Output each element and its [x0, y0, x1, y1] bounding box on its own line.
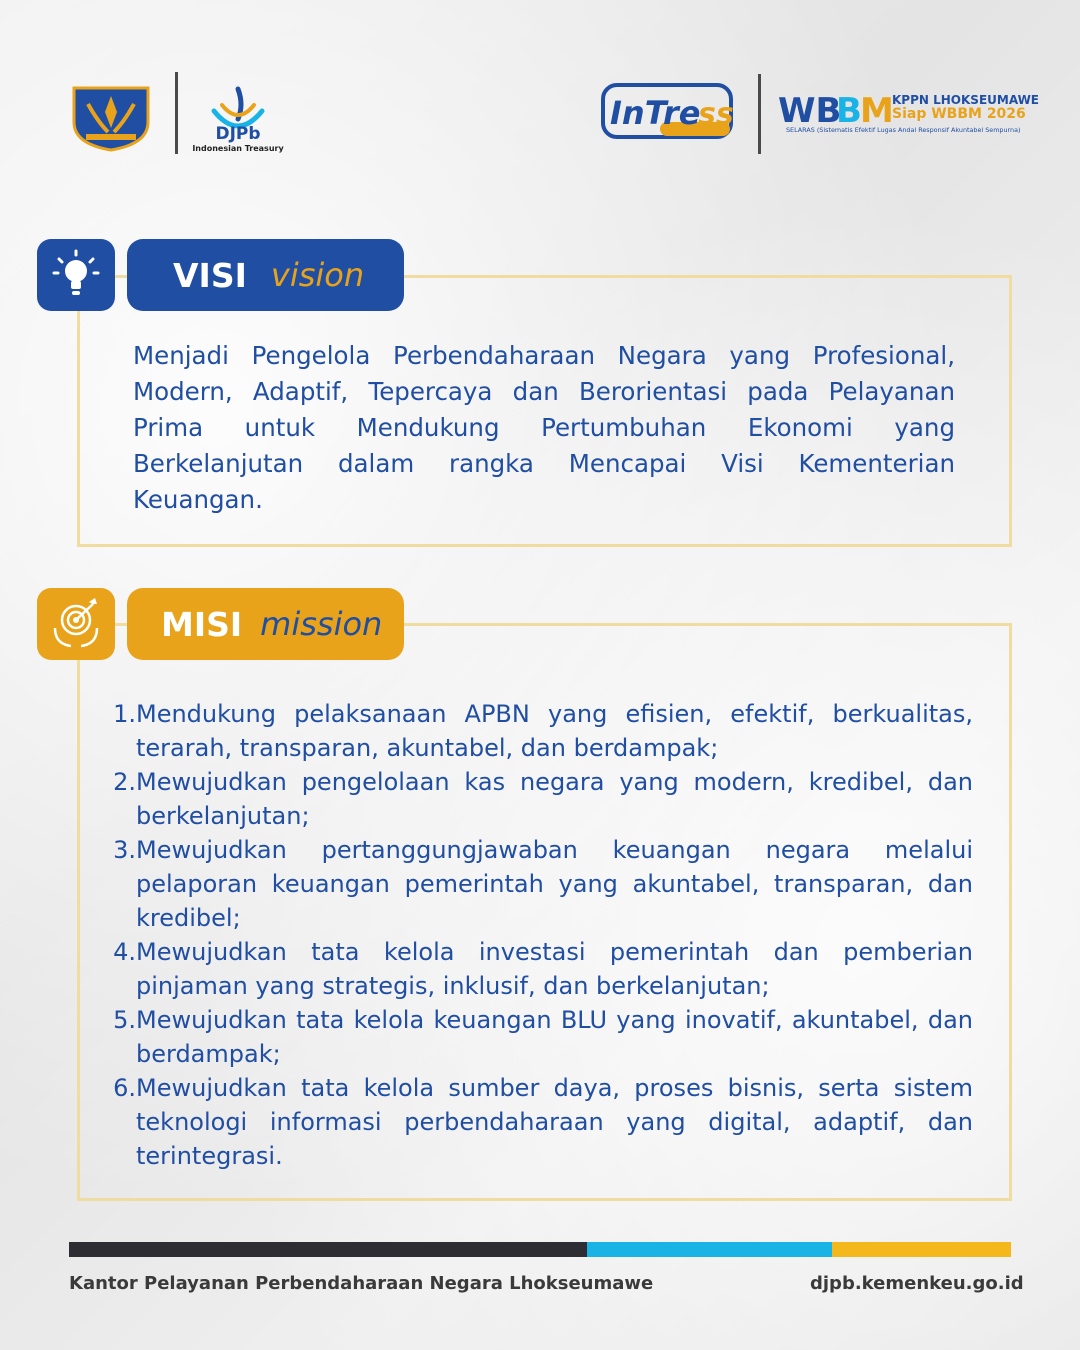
visi-icon-box	[37, 239, 115, 311]
lightbulb-icon	[37, 239, 115, 311]
footer-bar-dark	[69, 1242, 587, 1257]
misi-list	[108, 697, 973, 1173]
misi-item-number: 4.	[113, 938, 136, 966]
svg-text:B: B	[836, 91, 862, 131]
misi-item-number: 3.	[113, 836, 136, 864]
misi-item	[108, 833, 973, 935]
misi-item-text: Mendukung pelaksanaan APBN yang efisien, efektif, berkualitas, terarah, transparan, akuntabel, dan berdampak;	[136, 700, 973, 762]
footer-website: djpb.kemenkeu.go.id	[810, 1273, 1024, 1294]
misi-item	[108, 1071, 973, 1173]
svg-text:M: M	[860, 91, 894, 131]
misi-item-number: 5.	[113, 1006, 136, 1034]
misi-item	[108, 765, 973, 833]
svg-text:ss: ss	[698, 97, 734, 132]
svg-text:InTre: InTre	[610, 94, 701, 132]
wbbm-office: KPPN LHOKSEUMAWE	[892, 93, 1040, 107]
intress-logo	[600, 82, 734, 140]
header-divider-left	[175, 72, 178, 154]
misi-subtitle: mission	[260, 605, 383, 643]
kemenkeu-logo	[68, 82, 154, 152]
footer-office-name: Kantor Pelayanan Perbendaharaan Negara Lhokseumawe	[69, 1273, 654, 1294]
misi-title-pill	[127, 588, 404, 660]
wbbm-motto: SELARAS (Sistematis Efektif Lugas Andal Responsif Akuntabel Sempurna)	[786, 126, 1021, 134]
target-hands-icon	[37, 588, 115, 660]
svg-text:WB: WB	[778, 91, 842, 131]
djpb-name: DJPb	[215, 124, 261, 144]
header-divider-right	[758, 74, 761, 154]
misi-item-number: 6.	[113, 1074, 136, 1102]
visi-subtitle: vision	[270, 256, 365, 294]
misi-title: MISI	[161, 604, 243, 644]
misi-item	[108, 935, 973, 1003]
footer-bar-cyan	[587, 1242, 832, 1257]
misi-item-text: Mewujudkan tata kelola investasi pemerintah dan pemberian pinjaman yang strategis, inklusif, dan berkelanjutan;	[136, 938, 973, 1000]
wbbm-logo	[778, 90, 894, 131]
visi-statement: Menjadi Pengelola Perbendaharaan Negara yang Profesional, Modern, Adaptif, Tepercaya dan Berorientasi pada Pelayanan Prima untuk Mendukung Pertumbuhan Ekonomi yang Berkelanjutan dalam rangka Mencapai Visi Kementerian Keuangan.	[133, 341, 955, 514]
misi-item-text: Mewujudkan pertanggungjawaban keuangan negara melalui pelaporan keuangan pemerintah yang akuntabel, transparan, dan kredibel;	[136, 836, 973, 932]
misi-item-number: 2.	[113, 768, 136, 796]
misi-item	[108, 1003, 973, 1071]
misi-item-text: Mewujudkan tata kelola keuangan BLU yang inovatif, akuntabel, dan berdampak;	[136, 1006, 973, 1068]
wbbm-tagline: Siap WBBM 2026	[892, 106, 1026, 122]
misi-icon-box	[37, 588, 115, 660]
footer-bar-yellow	[832, 1242, 1011, 1257]
misi-item	[108, 697, 973, 765]
visi-title-pill	[127, 239, 404, 311]
misi-item-number: 1.	[113, 700, 136, 728]
visi-title: VISI	[173, 255, 247, 295]
djpb-subtitle: Indonesian Treasury	[192, 144, 284, 153]
misi-item-text: Mewujudkan tata kelola sumber daya, proses bisnis, serta sistem teknologi informasi perbendaharaan yang digital, adaptif, dan terintegrasi.	[136, 1074, 973, 1170]
misi-item-text: Mewujudkan pengelolaan kas negara yang modern, kredibel, dan berkelanjutan;	[136, 768, 973, 830]
